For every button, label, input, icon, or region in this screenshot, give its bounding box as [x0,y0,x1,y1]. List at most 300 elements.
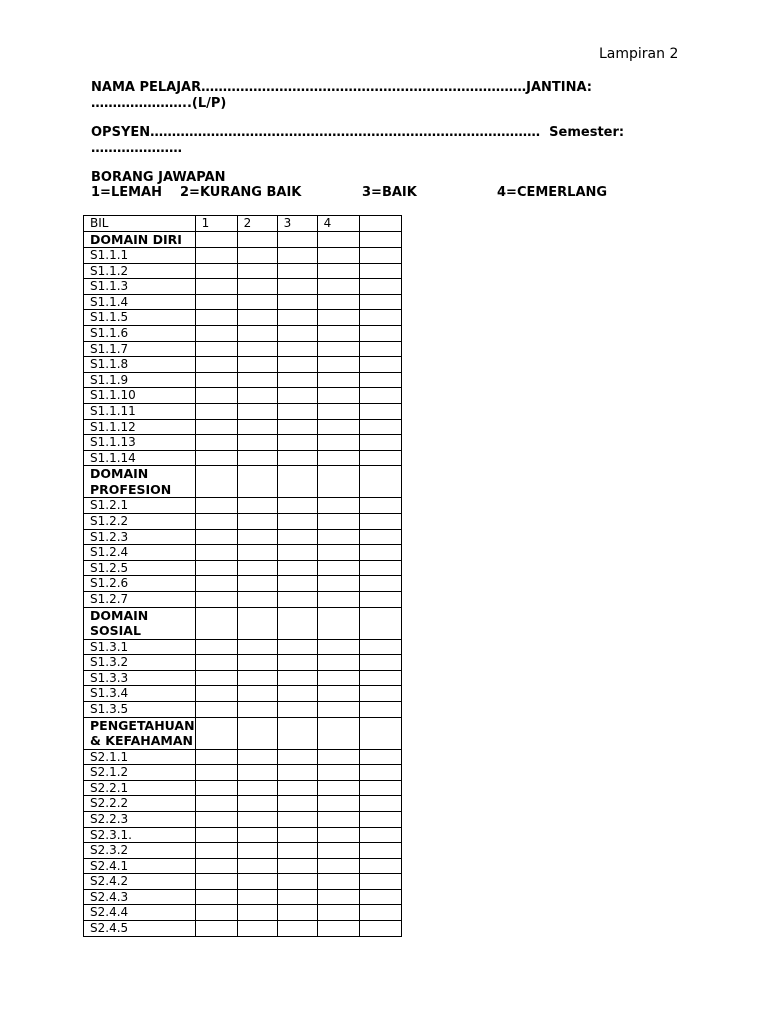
rating-cell[interactable] [237,749,277,765]
rating-cell[interactable] [237,889,277,905]
rating-cell[interactable] [237,388,277,404]
rating-cell[interactable] [237,591,277,607]
rating-cell[interactable] [277,263,317,279]
item-code: S1.1.4 [84,294,196,310]
section-row [84,717,402,749]
item-code: S2.4.4 [84,905,196,921]
item-code: S1.1.8 [84,357,196,373]
semester-line: ………………… [91,141,182,156]
rating-cell[interactable] [317,591,359,607]
rating-cell[interactable] [359,466,401,498]
rating-cell[interactable] [277,529,317,545]
rating-cell[interactable] [317,827,359,843]
rating-cell[interactable] [359,607,401,639]
rating-cell[interactable] [277,545,317,561]
rating-cell[interactable] [317,248,359,264]
header-cell: 2 [237,216,277,232]
rating-cell[interactable] [195,263,237,279]
rating-cell[interactable] [195,372,237,388]
item-code: S1.2.2 [84,514,196,530]
rating-cell[interactable] [359,372,401,388]
table-row [84,811,402,827]
table-row [84,294,402,310]
rating-cell[interactable] [237,905,277,921]
rating-cell[interactable] [195,905,237,921]
rating-cell[interactable] [237,874,277,890]
option-line: OPSYEN……………………………………………………………………………… Semester: [91,125,625,140]
rating-cell[interactable] [317,670,359,686]
table-row [84,796,402,812]
table-row [84,780,402,796]
rating-cell[interactable] [359,889,401,905]
rating-cell[interactable] [195,639,237,655]
rating-cell[interactable] [317,357,359,373]
rating-cell[interactable] [195,827,237,843]
rating-cell[interactable] [277,607,317,639]
rating-cell[interactable] [237,310,277,326]
rating-cell[interactable] [237,514,277,530]
rating-cell[interactable] [359,404,401,420]
rating-cell[interactable] [277,310,317,326]
table-row [84,404,402,420]
item-code: S1.1.9 [84,372,196,388]
rating-cell[interactable] [237,450,277,466]
table-row [84,639,402,655]
table-row [84,701,402,717]
item-code: S1.2.5 [84,560,196,576]
rating-cell[interactable] [317,811,359,827]
rating-cell[interactable] [277,341,317,357]
rating-cell[interactable] [277,905,317,921]
item-code: S2.2.2 [84,796,196,812]
rating-cell[interactable] [277,576,317,592]
rating-cell[interactable] [359,419,401,435]
item-code: S1.3.2 [84,655,196,671]
rating-cell[interactable] [195,670,237,686]
table-row [84,529,402,545]
rating-cell[interactable] [195,466,237,498]
item-code: S2.2.1 [84,780,196,796]
rating-cell[interactable] [237,607,277,639]
rating-cell[interactable] [237,294,277,310]
rating-cell[interactable] [317,310,359,326]
rating-cell[interactable] [359,435,401,451]
scale-1: 1=LEMAH [91,185,162,200]
rating-cell[interactable] [317,372,359,388]
rating-cell[interactable] [317,560,359,576]
rating-cell[interactable] [195,248,237,264]
rating-cell[interactable] [195,341,237,357]
rating-cell[interactable] [317,639,359,655]
rating-cell[interactable] [317,326,359,342]
rating-cell[interactable] [237,466,277,498]
rating-cell[interactable] [195,279,237,295]
rating-cell[interactable] [237,404,277,420]
rating-cell[interactable] [195,545,237,561]
rating-cell[interactable] [359,717,401,749]
rating-cell[interactable] [277,294,317,310]
rating-cell[interactable] [317,905,359,921]
rating-cell[interactable] [359,843,401,859]
rating-cell[interactable] [277,827,317,843]
attachment-label: Lampiran 2 [599,46,679,62]
rating-cell[interactable] [359,326,401,342]
rating-cell[interactable] [237,655,277,671]
rating-cell[interactable] [317,435,359,451]
student-name-line: NAMA PELAJAR…………………………………………………………………JANTINA: [91,80,592,95]
rating-cell[interactable] [359,560,401,576]
rating-cell[interactable] [277,404,317,420]
rating-cell[interactable] [359,655,401,671]
rating-cell[interactable] [277,466,317,498]
rating-cell[interactable] [277,514,317,530]
table-row [84,749,402,765]
rating-cell[interactable] [237,372,277,388]
rating-cell[interactable] [277,231,317,248]
rating-cell[interactable] [195,686,237,702]
rating-cell[interactable] [237,529,277,545]
rating-cell[interactable] [195,655,237,671]
rating-cell[interactable] [359,357,401,373]
rating-cell[interactable] [359,450,401,466]
table-row [84,655,402,671]
rating-cell[interactable] [277,796,317,812]
scale-4: 4=CEMERLANG [497,185,608,200]
rating-cell[interactable] [277,357,317,373]
rating-cell[interactable] [277,655,317,671]
rating-cell[interactable] [237,796,277,812]
table-row [84,419,402,435]
rating-cell[interactable] [317,686,359,702]
rating-cell[interactable] [195,357,237,373]
item-code: S2.1.1 [84,749,196,765]
rating-cell[interactable] [195,450,237,466]
item-code: S1.2.1 [84,498,196,514]
form-title: BORANG JAWAPAN [91,170,226,185]
rating-cell[interactable] [237,263,277,279]
rating-cell[interactable] [277,639,317,655]
item-code: S1.1.6 [84,326,196,342]
rating-cell[interactable] [359,576,401,592]
item-code: S1.3.5 [84,701,196,717]
rating-cell[interactable] [277,560,317,576]
rating-cell[interactable] [237,686,277,702]
item-code: S1.1.11 [84,404,196,420]
rating-cell[interactable] [359,921,401,937]
table-row [84,921,402,937]
section-row [84,607,402,639]
rating-cell[interactable] [277,843,317,859]
rating-cell[interactable] [317,514,359,530]
gender-line: …………………..(L/P) [91,96,227,111]
rating-cell[interactable] [359,874,401,890]
rating-cell[interactable] [195,811,237,827]
table-row [84,279,402,295]
section-title: DOMAIN DIRI [84,231,196,248]
rating-cell[interactable] [277,811,317,827]
rating-cell[interactable] [195,717,237,749]
rating-cell[interactable] [359,811,401,827]
item-code: S1.1.3 [84,279,196,295]
rating-cell[interactable] [317,889,359,905]
item-code: S1.3.1 [84,639,196,655]
rating-cell[interactable] [237,811,277,827]
rating-cell[interactable] [359,701,401,717]
table-row [84,905,402,921]
rating-cell[interactable] [237,435,277,451]
rating-cell[interactable] [195,796,237,812]
rating-cell[interactable] [317,263,359,279]
rating-cell[interactable] [359,341,401,357]
item-code: S2.4.2 [84,874,196,890]
table-header-row [84,216,402,232]
rating-cell[interactable] [317,231,359,248]
rating-cell[interactable] [359,639,401,655]
rating-cell[interactable] [237,279,277,295]
rating-cell[interactable] [317,780,359,796]
table-row [84,450,402,466]
rating-cell[interactable] [195,498,237,514]
rating-cell[interactable] [237,545,277,561]
rating-cell[interactable] [195,435,237,451]
rating-cell[interactable] [195,310,237,326]
section-row [84,466,402,498]
item-code: S1.1.5 [84,310,196,326]
rating-cell[interactable] [195,591,237,607]
rating-cell[interactable] [359,765,401,781]
rating-cell[interactable] [317,749,359,765]
rating-cell[interactable] [317,279,359,295]
rating-cell[interactable] [359,529,401,545]
item-code: S1.1.13 [84,435,196,451]
header-cell [359,216,401,232]
item-code: S1.1.2 [84,263,196,279]
rating-cell[interactable] [195,858,237,874]
rating-cell[interactable] [195,326,237,342]
item-code: S2.3.2 [84,843,196,859]
table-row [84,858,402,874]
rating-cell[interactable] [359,545,401,561]
rating-cell[interactable] [277,765,317,781]
rating-cell[interactable] [317,529,359,545]
table-row [84,827,402,843]
item-code: S2.3.1. [84,827,196,843]
rating-cell[interactable] [237,858,277,874]
table-row [84,435,402,451]
rating-cell[interactable] [359,248,401,264]
header-cell: 4 [317,216,359,232]
table-row [84,498,402,514]
item-code: S2.4.5 [84,921,196,937]
item-code: S1.1.12 [84,419,196,435]
rating-cell[interactable] [237,670,277,686]
rating-cell[interactable] [277,591,317,607]
rating-cell[interactable] [277,435,317,451]
rating-cell[interactable] [195,514,237,530]
rating-cell[interactable] [359,780,401,796]
rating-cell[interactable] [277,749,317,765]
table-row [84,357,402,373]
rating-cell[interactable] [195,765,237,781]
rating-cell[interactable] [237,560,277,576]
rating-cell[interactable] [277,889,317,905]
item-code: S1.1.1 [84,248,196,264]
rating-cell[interactable] [237,326,277,342]
rating-cell[interactable] [359,263,401,279]
item-code: S1.1.7 [84,341,196,357]
rating-cell[interactable] [317,576,359,592]
rating-cell[interactable] [359,231,401,248]
rating-cell[interactable] [195,749,237,765]
rating-cell[interactable] [277,717,317,749]
rating-cell[interactable] [317,858,359,874]
item-code: S2.4.1 [84,858,196,874]
rating-cell[interactable] [237,827,277,843]
rating-cell[interactable] [237,341,277,357]
rating-cell[interactable] [237,498,277,514]
table-row [84,248,402,264]
rating-cell[interactable] [317,607,359,639]
table-row [84,514,402,530]
rating-cell[interactable] [359,498,401,514]
table-row [84,765,402,781]
rating-cell[interactable] [277,450,317,466]
table-row [84,874,402,890]
rating-cell[interactable] [317,765,359,781]
rating-cell[interactable] [359,670,401,686]
rating-cell[interactable] [317,341,359,357]
rating-cell[interactable] [237,231,277,248]
rating-cell[interactable] [359,279,401,295]
rating-cell[interactable] [277,701,317,717]
rating-cell[interactable] [195,388,237,404]
rating-cell[interactable] [277,686,317,702]
rating-cell[interactable] [277,248,317,264]
rating-cell[interactable] [277,388,317,404]
item-code: S1.1.10 [84,388,196,404]
section-title: PENGETAHUAN & KEFAHAMAN [84,717,196,749]
rating-cell[interactable] [195,560,237,576]
rating-cell[interactable] [317,874,359,890]
header-cell: 3 [277,216,317,232]
table-row [84,341,402,357]
rating-cell[interactable] [317,419,359,435]
rating-cell[interactable] [317,498,359,514]
rating-cell[interactable] [277,372,317,388]
rating-cell[interactable] [277,498,317,514]
rating-cell[interactable] [195,921,237,937]
rating-cell[interactable] [195,843,237,859]
rating-cell[interactable] [277,858,317,874]
item-code: S1.2.7 [84,591,196,607]
table-row [84,560,402,576]
rating-cell[interactable] [237,357,277,373]
rating-cell[interactable] [237,843,277,859]
rating-cell[interactable] [195,294,237,310]
rating-cell[interactable] [195,231,237,248]
table-row [84,326,402,342]
rating-cell[interactable] [317,466,359,498]
rating-cell[interactable] [195,701,237,717]
table-row [84,670,402,686]
rating-cell[interactable] [195,576,237,592]
rating-cell[interactable] [195,607,237,639]
table-row [84,576,402,592]
rating-cell[interactable] [277,279,317,295]
rating-cell[interactable] [359,514,401,530]
rating-cell[interactable] [277,780,317,796]
rating-cell[interactable] [359,858,401,874]
rating-cell[interactable] [237,780,277,796]
rating-cell[interactable] [237,765,277,781]
rating-cell[interactable] [195,874,237,890]
rating-cell[interactable] [359,827,401,843]
table-row [84,686,402,702]
item-code: S2.4.3 [84,889,196,905]
scale-2: 2=KURANG BAIK [180,185,302,200]
rating-cell[interactable] [317,404,359,420]
rating-cell[interactable] [277,419,317,435]
item-code: S1.2.6 [84,576,196,592]
table-row [84,263,402,279]
rating-cell[interactable] [359,686,401,702]
rating-cell[interactable] [359,310,401,326]
rating-cell[interactable] [277,670,317,686]
rating-cell[interactable] [237,576,277,592]
table-row [84,310,402,326]
rating-cell[interactable] [195,529,237,545]
rating-cell[interactable] [317,701,359,717]
rating-cell[interactable] [195,404,237,420]
rating-cell[interactable] [195,419,237,435]
rating-cell[interactable] [237,639,277,655]
table-row [84,889,402,905]
rating-cell[interactable] [237,248,277,264]
rating-cell[interactable] [277,874,317,890]
rating-cell[interactable] [237,701,277,717]
rating-cell[interactable] [277,921,317,937]
rating-cell[interactable] [359,749,401,765]
rating-cell[interactable] [195,889,237,905]
rating-cell[interactable] [317,388,359,404]
rating-cell[interactable] [317,545,359,561]
item-code: S1.1.14 [84,450,196,466]
item-code: S1.3.3 [84,670,196,686]
rating-cell[interactable] [359,905,401,921]
rating-cell[interactable] [317,921,359,937]
rating-cell[interactable] [359,294,401,310]
table-row [84,843,402,859]
item-code: S2.2.3 [84,811,196,827]
rating-cell[interactable] [317,450,359,466]
rating-cell[interactable] [277,326,317,342]
rating-cell[interactable] [317,655,359,671]
rating-cell[interactable] [317,796,359,812]
rating-cell[interactable] [317,843,359,859]
rating-cell[interactable] [317,294,359,310]
item-code: S1.3.4 [84,686,196,702]
rating-cell[interactable] [195,780,237,796]
answer-table [83,215,402,937]
rating-cell[interactable] [359,591,401,607]
rating-cell[interactable] [359,796,401,812]
rating-cell[interactable] [237,717,277,749]
rating-cell[interactable] [359,388,401,404]
rating-cell[interactable] [317,717,359,749]
rating-cell[interactable] [237,921,277,937]
section-title: DOMAIN SOSIAL [84,607,196,639]
rating-cell[interactable] [237,419,277,435]
